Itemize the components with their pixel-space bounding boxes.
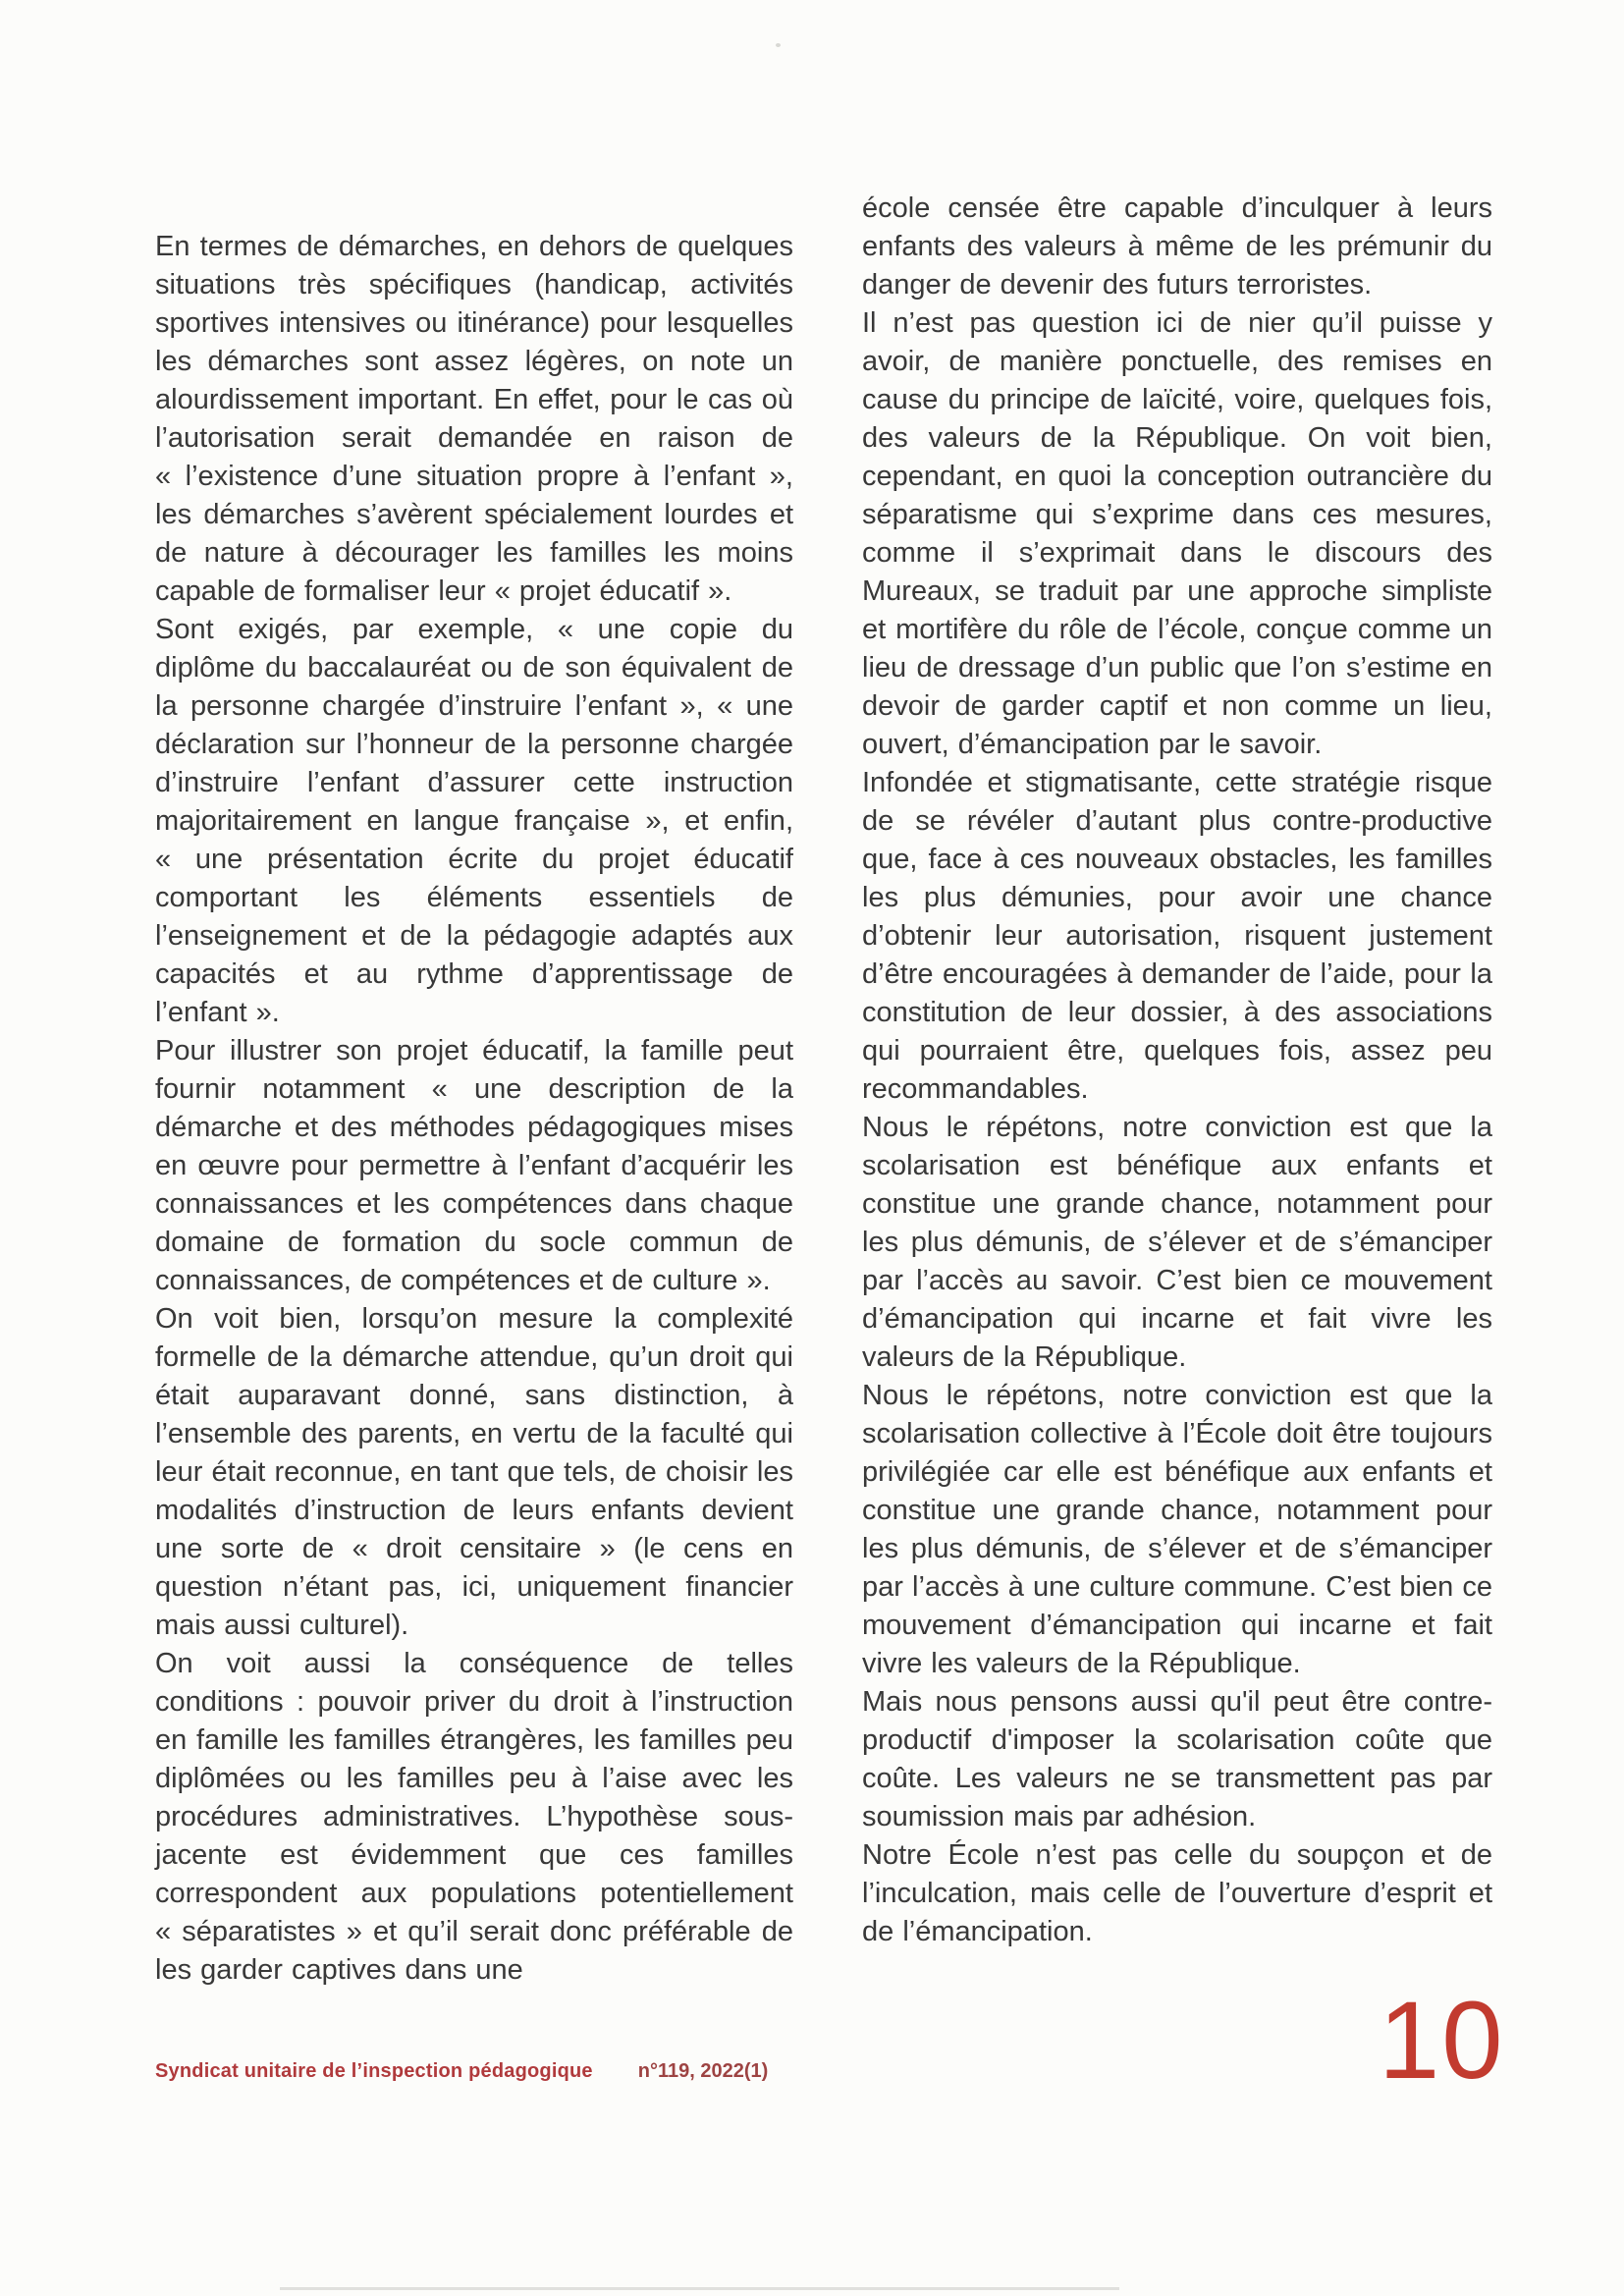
paragraph: Nous le répétons, notre conviction est que la scolarisation collective à l’École doit être toujours privilégiée car elle est bénéfique aux enfants et constitue une grande chance, notamment pour les plus démunis, de s’élever et de s’émanciper par l’accès à une culture commune. C’est bien ce mouvement d’émancipation qui incarne et fait vivre les valeurs de la République. — [862, 1380, 1492, 1679]
right-column — [862, 190, 1492, 1951]
paragraph: école censée être capable d’inculquer à leurs enfants des valeurs à même de les prémunir du danger de devenir des futurs terroristes. — [862, 192, 1492, 301]
page-footer — [155, 2060, 768, 2083]
scan-artifact-speck — [776, 43, 781, 47]
paragraph: Nous le répétons, notre conviction est que la scolarisation est bénéfique aux enfants et constitue une grande chance, notamment pour les plus démunis, de s’élever et de s’émanciper par l’accès au savoir. C’est bien ce mouvement d’émancipation qui incarne et fait vivre les valeurs de la République. — [862, 1112, 1492, 1373]
issue-reference: n°119, 2022(1) — [637, 2060, 769, 2082]
journal-name: Syndicat unitaire de l’inspection pédagogique — [155, 2060, 593, 2082]
paragraph: Infondée et stigmatisante, cette stratégie risque de se révéler d’autant plus contre-productive que, face à ces nouveaux obstacles, les familles les plus démunies, pour avoir une chance d’obtenir leur autorisation, risquent justement d’être encouragées à demander de l’aide, pour la constitution de leur dossier, à des associations qui pourraient être, quelques fois, assez peu recommandables. — [862, 767, 1492, 1105]
paragraph: Pour illustrer son projet éducatif, la famille peut fournir notamment « une description de la démarche et des méthodes pédagogiques mises en œuvre pour permettre à l’enfant d’acquérir les connaissances et les compétences dans chaque domaine de formation du socle commun de connaissances, de compétences et de culture ». — [155, 1035, 793, 1296]
paragraph: On voit aussi la conséquence de telles conditions : pouvoir priver du droit à l’instruction en famille les familles étrangères, les familles peu diplômées ou les familles peu à l’aise avec les procédures administratives. L’hypothèse sous-jacente est évidemment que ces familles correspondent aux populations potentiellement « séparatistes » et qu’il serait donc préférable de les garder captives dans une — [155, 1648, 793, 1986]
paragraph: Sont exigés, par exemple, « une copie du diplôme du baccalauréat ou de son équivalent de la personne chargée d’instruire l’enfant », « une déclaration sur l’honneur de la personne chargée d’instruire l’enfant d’assurer cette instruction majoritairement en langue française », et enfin, « une présentation écrite du projet éducatif comportant les éléments essentiels de l’enseignement et de la pédagogie adaptés aux capacités et au rythme d’apprentissage de l’enfant ». — [155, 614, 793, 1028]
paragraph: On voit bien, lorsqu’on mesure la complexité formelle de la démarche attendue, qu’un droit qui était auparavant donné, sans distinction, à l’ensemble des parents, en vertu de la faculté qui leur était reconnue, en tant que tels, de choisir les modalités d’instruction de leurs enfants devient une sorte de « droit censitaire » (le cens en question n’étant pas, ici, uniquement financier mais aussi culturel). — [155, 1303, 793, 1641]
scan-artifact-line — [280, 2287, 1119, 2290]
paragraph: Mais nous pensons aussi qu'il peut être contre-productif d'imposer la scolarisation coûte que coûte. Les valeurs ne se transmettent pas par soumission mais par adhésion. — [862, 1686, 1492, 1832]
paragraph: Notre École n’est pas celle du soupçon et de l’inculcation, mais celle de l’ouverture d’esprit et de l’émancipation. — [862, 1839, 1492, 1947]
page-number: 10 — [1379, 1979, 1505, 2102]
paragraph: Il n’est pas question ici de nier qu’il puisse y avoir, de manière ponctuelle, des remises en cause du principe de laïcité, voire, quelques fois, des valeurs de la République. On voit bien, cependant, en quoi la conception outrancière du séparatisme qui s’exprime dans ces mesures, comme il s’exprimait dans le discours des Mureaux, se traduit par une approche simpliste et mortifère du rôle de l’école, conçue comme un lieu de dressage d’un public que l’on s’estime en devoir de garder captif et non comme un lieu, ouvert, d’émancipation par le savoir. — [862, 307, 1492, 760]
paragraph: En termes de démarches, en dehors de quelques situations très spécifiques (handicap, activités sportives intensives ou itinérance) pour lesquelles les démarches sont assez légères, on note un alourdissement important. En effet, pour le cas où l’autorisation serait demandée en raison de « l’existence d’une situation propre à l’enfant », les démarches s’avèrent spécialement lourdes et de nature à décourager les familles les moins capable de formaliser leur « projet éducatif ». — [155, 231, 793, 607]
left-column — [155, 228, 793, 1990]
